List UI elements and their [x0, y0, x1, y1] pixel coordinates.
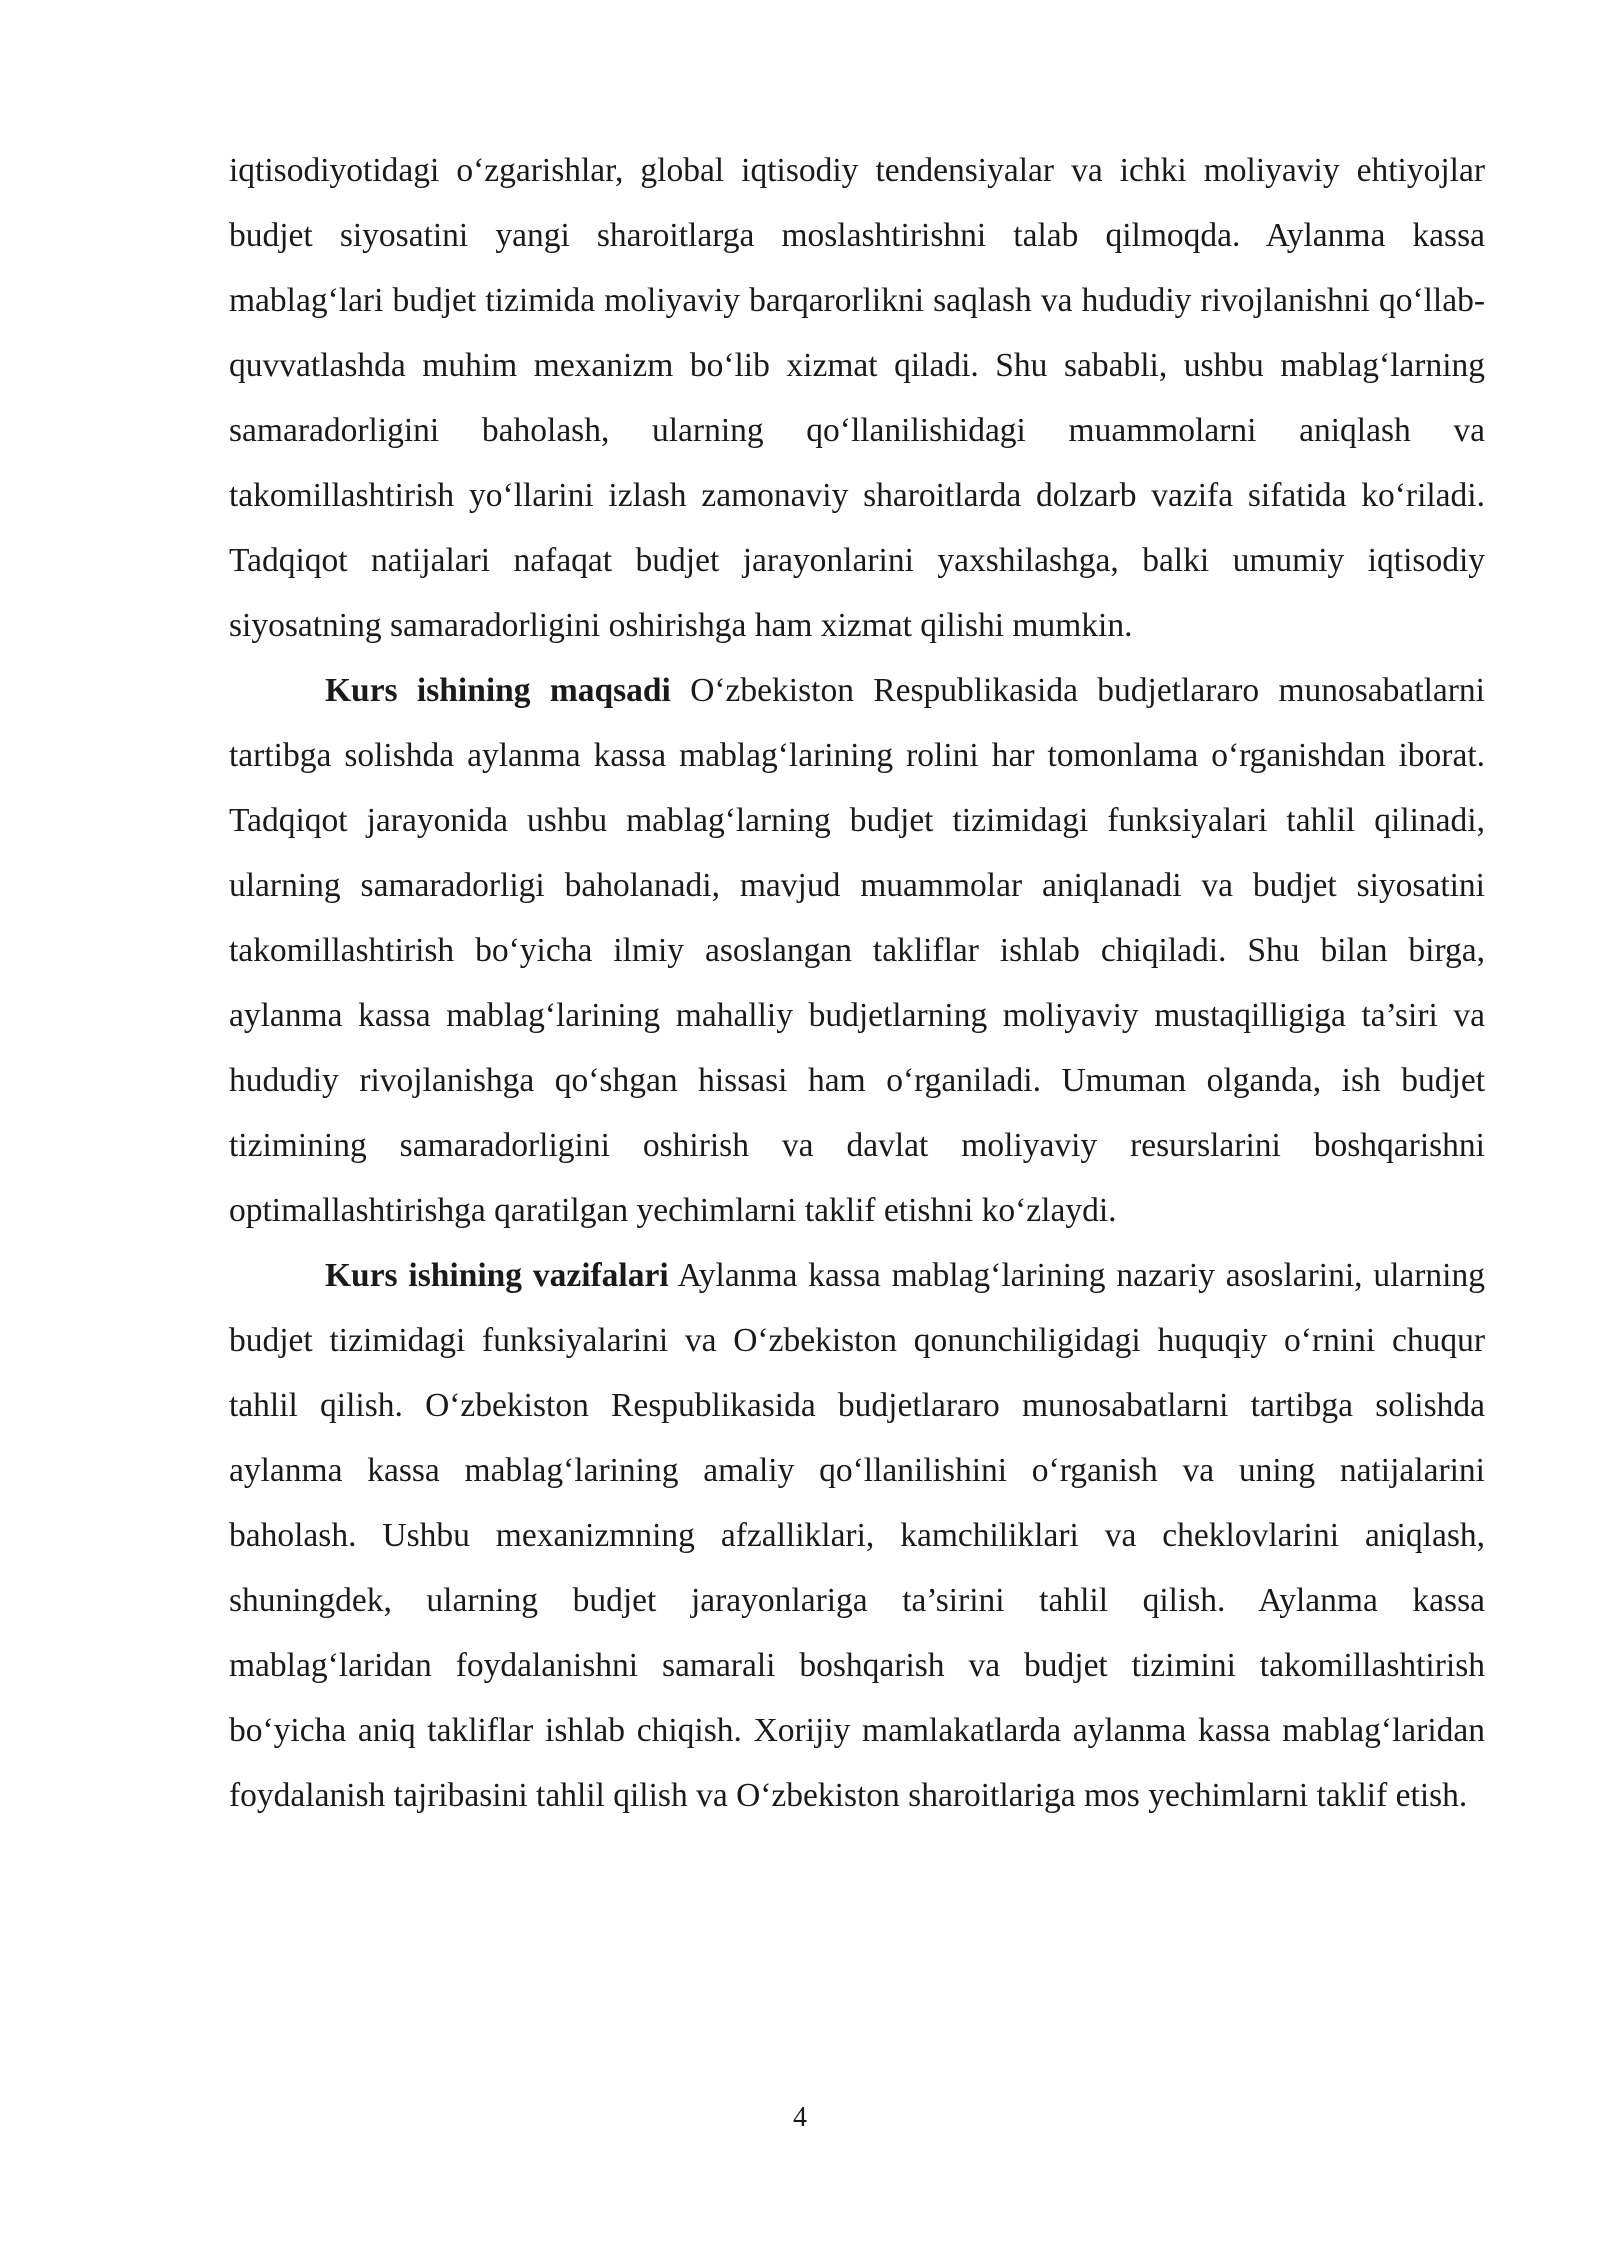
paragraph-text: O‘zbekiston Respublikasida budjetlararo munosabatlarni tartibga solishda aylanma kassa mablag‘larining rolini har tomonlama o‘rganishdan iborat. Tadqiqot jarayonida ushbu mablag‘larning budjet tizimidagi funksiyalari tahlil qilinadi, ularning samaradorligi baholanadi, mavjud muammolar aniqlanadi va budjet siyosatini takomillashtirish bo‘yicha ilmiy asoslangan takliflar ishlab chiqiladi. Shu bilan birga, aylanma kassa mablag‘larining mahalliy budjetlarning moliyaviy mustaqilligiga ta’siri va hududiy rivojlanishga qo‘shgan hissasi ham o‘rganiladi. Umuman olganda, ish budjet tizimining samaradorligini oshirish va davlat moliyaviy resurslarini boshqarishni optimallashtirishga qaratilgan yechimlarni taklif etishni ko‘zlaydi.: [229, 672, 1485, 1229]
page-number: 4: [793, 2102, 807, 2133]
document-body: [229, 138, 1485, 1828]
paragraph-lead-goal: Kurs ishining maqsadi: [325, 672, 671, 709]
paragraph-course-goal: [229, 658, 1485, 1243]
paragraph-text: Aylanma kassa mablag‘larining nazariy asoslarini, ularning budjet tizimidagi funksiyalarini va O‘zbekiston qonunchiligidagi huquqiy o‘rnini chuqur tahlil qilish. O‘zbekiston Respublikasida budjetlararo munosabatlarni tartibga solishda aylanma kassa mablag‘larining amaliy qo‘llanilishini o‘rganish va uning natijalarini baholash. Ushbu mexanizmning afzalliklari, kamchiliklari va cheklovlarini aniqlash, shuningdek, ularning budjet jarayonlariga ta’sirini tahlil qilish. Aylanma kassa mablag‘laridan foydalanishni samarali boshqarish va budjet tizimini takomillashtirish bo‘yicha aniq takliflar ishlab chiqish. Xorijiy mamlakatlarda aylanma kassa mablag‘laridan foydalanish tajribasini tahlil qilish va O‘zbekiston sharoitlariga mos yechimlarni taklif etish.: [229, 1257, 1485, 1814]
paragraph-intro-continuation: [229, 138, 1485, 658]
paragraph-text: iqtisodiyotidagi o‘zgarishlar, global iqtisodiy tendensiyalar va ichki moliyaviy ehtiyojlar budjet siyosatini yangi sharoitlarga moslashtirishni talab qilmoqda. Aylanma kassa mablag‘lari budjet tizimida moliyaviy barqarorlikni saqlash va hududiy rivojlanishni qo‘llab-quvvatlashda muhim mexanizm bo‘lib xizmat qiladi. Shu sababli, ushbu mablag‘larning samaradorligini baholash, ularning qo‘llanilishidagi muammolarni aniqlash va takomillashtirish yo‘llarini izlash zamonaviy sharoitlarda dolzarb vazifa sifatida ko‘riladi. Tadqiqot natijalari nafaqat budjet jarayonlarini yaxshilashga, balki umumiy iqtisodiy siyosatning samaradorligini oshirishga ham xizmat qilishi mumkin.: [229, 152, 1485, 644]
paragraph-lead-tasks: Kurs ishining vazifalari: [325, 1257, 669, 1294]
paragraph-course-tasks: [229, 1243, 1485, 1828]
